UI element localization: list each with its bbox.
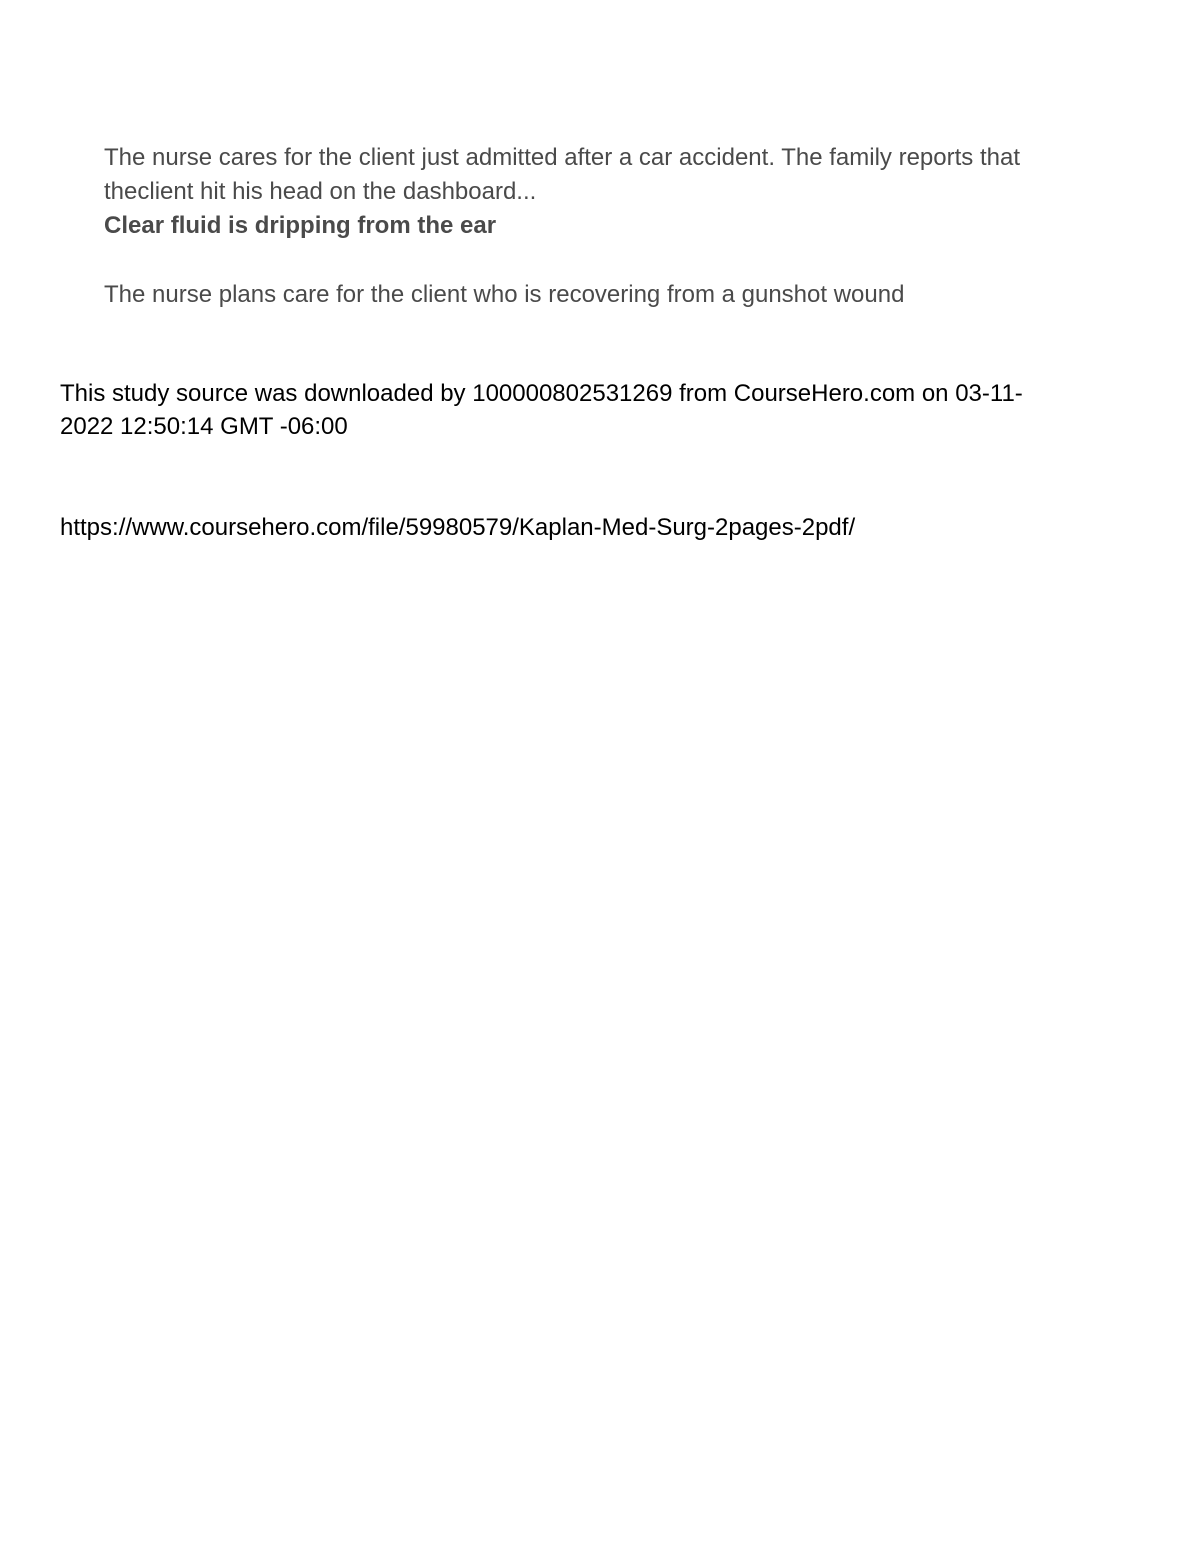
- download-note: This study source was downloaded by 100000802531269 from CourseHero.com on 03-11-2022 12:50:14 GMT -06:00: [60, 380, 1023, 440]
- question-1-block: [104, 141, 1104, 243]
- source-url: https://www.coursehero.com/file/59980579/Kaplan-Med-Surg-2pages-2pdf/: [60, 514, 856, 541]
- question-2-stem: The nurse plans care for the client who is recovering from a gunshot wound: [104, 281, 905, 308]
- question-1-stem: The nurse cares for the client just admitted after a car accident. The family reports that theclient hit his head on the dashboard...: [104, 144, 1020, 205]
- question-1-answer: Clear fluid is dripping from the ear: [104, 212, 497, 239]
